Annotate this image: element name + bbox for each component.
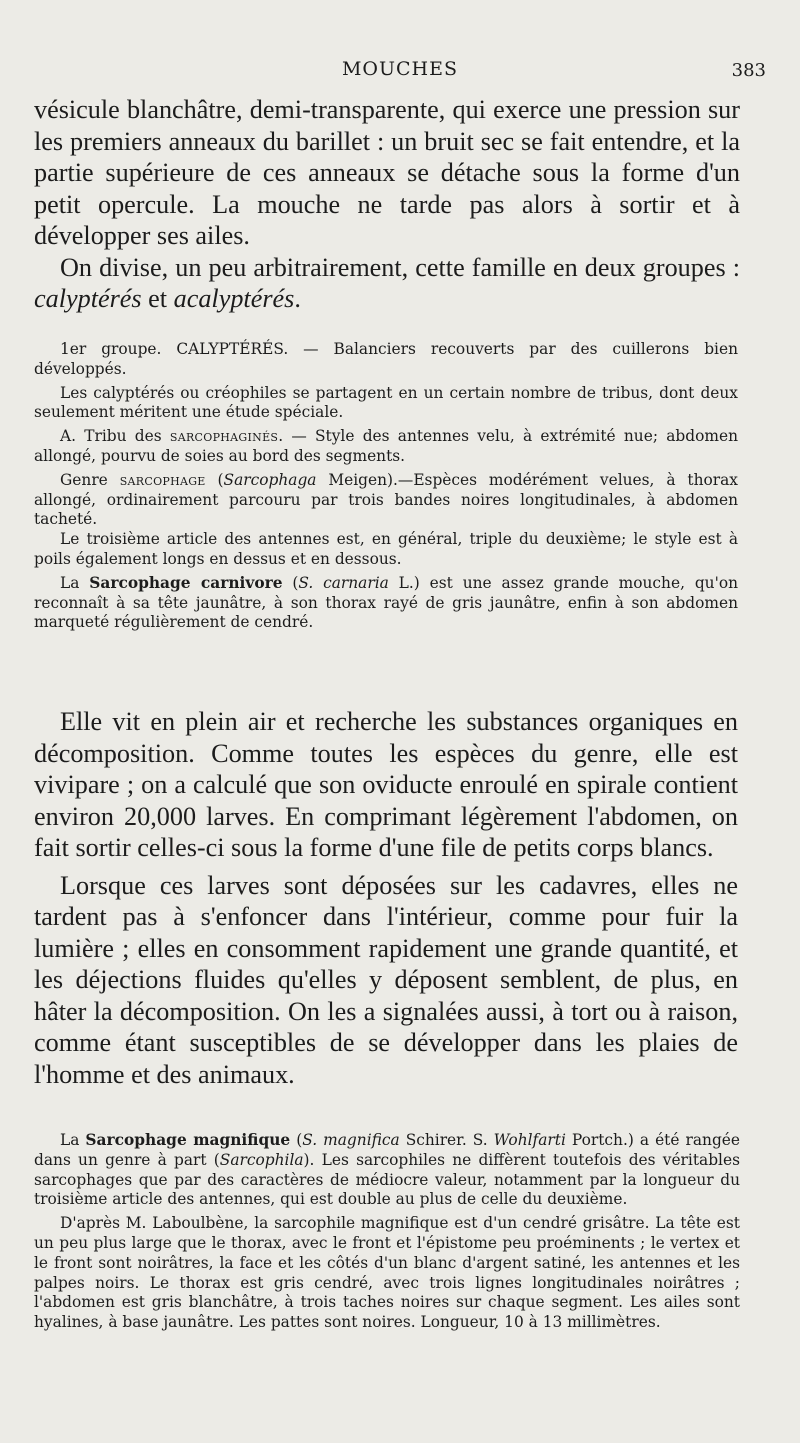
paragraph-genre: Genre sarcophage (Sarcophaga Meigen).—Espèces modérément velues, à thorax allongé, ordinairement parcouru par trois bandes noires longitudinales, à abdomen tacheté. bbox=[34, 470, 738, 529]
tribu-name: sarcophaginés bbox=[169, 427, 279, 446]
paragraph-tribu: A. Tribu des sarcophaginés. — Style des antennes velu, à extrémité nue; abdomen allongé, pourvu de soies au bord des segments. bbox=[34, 427, 738, 465]
main-text-block bbox=[34, 706, 738, 1090]
paragraph-troisieme-article: Le troisième article des antennes est, en général, triple du deuxième; le style est à poils également longs en dessus et en dessous. bbox=[34, 530, 738, 568]
group-heading: 1er groupe. CALYPTÉRÉS. — Balanciers recouverts par des cuillerons bien développés. bbox=[34, 340, 738, 378]
species-carnivore-sci: S. carnaria bbox=[298, 573, 389, 592]
page-number: 383 bbox=[731, 60, 766, 81]
paragraph-laboulbene: D'après M. Laboulbène, la sarcophile magnifique est d'un cendré grisâtre. La tête est un peu plus large que le thorax, avec le front et l'épistome peu proéminents ; le vertex et le front sont noirâtres, la face et les côtés d'un blanc d'argent satiné, les antennes et les palpes noirs. Le thorax est gris cendré, avec trois lignes longitudinales noirâtres ; l'abdomen est gris blanchâtre, à trois taches noires sur chaque segment. Les ailes sont hyalines, à base jaunâtre. Les pattes sont noires. Longueur, 10 à 13 millimètres. bbox=[34, 1214, 740, 1332]
page-header bbox=[34, 56, 766, 86]
paragraph-vesicule: vésicule blanchâtre, demi-transparente, qui exerce une pression sur les premiers anneaux du barillet : un bruit sec se fait entendre, et la partie supérieure de ces anneaux se détache sous la forme d'un petit opercule. La mouche ne tarde pas alors à sortir et à développer ses ailes. bbox=[34, 95, 740, 250]
paragraph-sarcophage-carnivore: La Sarcophage carnivore (S. carnaria L.) est une assez grande mouche, qu'on reconnaît à sa tête jaunâtre, à son thorax rayé de gris jaunâtre, enfin à son abdomen marqueté régulièrement de cendré. bbox=[34, 573, 739, 632]
small-print-block-1 bbox=[34, 340, 738, 633]
species-wohlfarti-sci: Wohlfarti bbox=[493, 1131, 566, 1149]
paragraph-sarcophage-magnifique: La Sarcophage magnifique (S. magnifica Schirer. S. Wohlfarti Portch.) a été rangée dans un genre à part (Sarcophila). Les sarcophiles ne diffèrent toutefois des véritables sarcophages que par des caractères de médiocre valeur, notamment par la longueur du troisième article des antennes, qui est double au plus de celle du deuxième. bbox=[34, 1131, 741, 1209]
group-label: 1er groupe. CALYPTÉRÉS. bbox=[60, 340, 289, 358]
term-calypteres: calyptérés bbox=[34, 284, 142, 313]
genre-name: sarcophage bbox=[119, 470, 206, 489]
small-print-block-2 bbox=[34, 1131, 740, 1333]
term-acalypteres: acalyptérés bbox=[173, 284, 295, 313]
running-head: MOUCHES bbox=[341, 58, 459, 80]
species-carnivore: Sarcophage carnivore bbox=[89, 573, 283, 592]
genre-scientific-name: Sarcophaga bbox=[223, 470, 317, 489]
paragraph-division: On divise, un peu arbitrairement, cette famille en deux groupes : calyptérés et acalyptérés. bbox=[34, 252, 740, 313]
paragraph-plein-air: Elle vit en plein air et recherche les substances organiques en décomposition. Comme toutes les espèces du genre, elle est vivipare ; on a calculé que son oviducte enroulé en spirale contient environ 20,000 larves. En comprimant légèrement l'abdomen, on fait sortir celles-ci sous la forme d'une file de petits corps blancs. bbox=[34, 707, 738, 862]
top-text-block bbox=[34, 94, 740, 315]
paragraph-larves: Lorsque ces larves sont déposées sur les cadavres, elles ne tardent pas à s'enfoncer dans l'intérieur, comme pour fuir la lumière ; elles en consomment rapidement une grande quantité, et les déjections fluides qu'elles y déposent semblent, de plus, en hâter la décomposition. On les a signalées aussi, à tort ou à raison, comme étant susceptibles de se développer dans les plaies de l'homme et des animaux. bbox=[34, 870, 738, 1089]
species-magnifique-sci: S. magnifica bbox=[302, 1131, 400, 1149]
species-magnifique: Sarcophage magnifique bbox=[85, 1131, 291, 1149]
genus-sarcophila: Sarcophila bbox=[219, 1150, 304, 1169]
paragraph-calypteres: Les calyptérés ou créophiles se partagent en un certain nombre de tribus, dont deux seulement méritent une étude spéciale. bbox=[34, 383, 738, 422]
